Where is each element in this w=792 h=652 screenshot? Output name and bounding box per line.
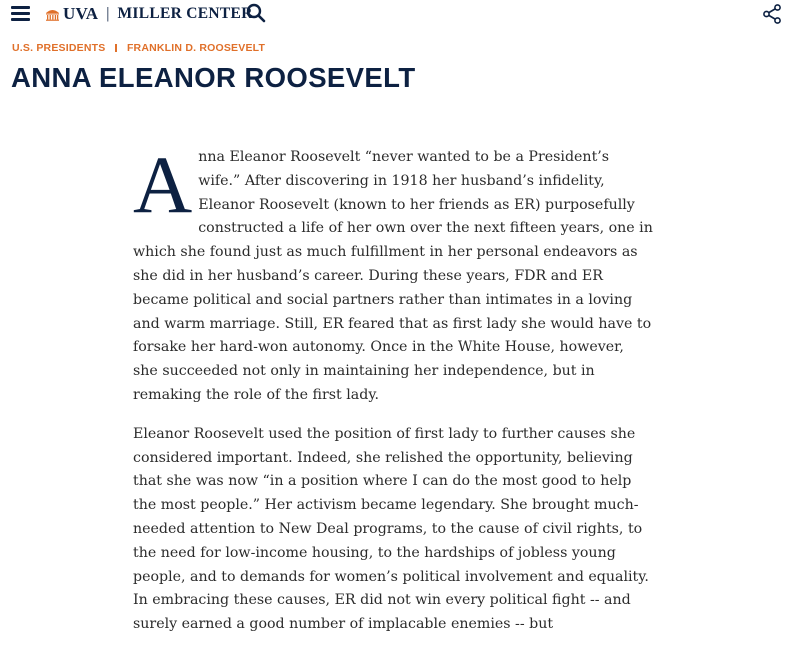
drop-cap: A	[133, 139, 193, 230]
article-paragraph: Eleanor Roosevelt used the position of first lady to further causes she considered important. Indeed, she relished the opportunity, believing that she was now “in a position where I can do the most good to help the most people.” Her activism became legendary. She brought much-needed attention to New Deal programs, to the cause of civil rights, to the need for low-income housing, to the hardships of jobless young people, and to demands for women’s political involvement and equality. In embracing these causes, ER did not win every political fight -- and surely earned a good number of implacable enemies -- but	[133, 425, 649, 633]
article-paragraph	[133, 139, 653, 408]
hamburger-menu-icon[interactable]	[11, 4, 31, 22]
top-bar	[0, 0, 792, 30]
paragraph-text: nna Eleanor Roosevelt “never wanted to be a President’s wife.” After discovering in 1918 her husband’s infidelity, Eleanor Roosevelt (known to her friends as ER) purposefully constructed a life of her own over the next fifteen years, one in which she found just as much fulfillment in her personal endeavors as she did in her husband’s career. During these years, FDR and ER became political and social partners rather than intimates in a loving and warm marriage. Still, ER feared that as first lady she would have to forsake her hard-won autonomy. Once in the White House, however, she succeeded not only in maintaining her independence, but in remaking the role of the first lady.	[133, 149, 653, 403]
breadcrumb	[12, 41, 265, 55]
breadcrumb-link-franklin-d-roosevelt[interactable]: FRANKLIN D. ROOSEVELT	[126, 42, 266, 54]
breadcrumb-link-us-presidents[interactable]: U.S. PRESIDENTS	[12, 42, 106, 54]
search-icon[interactable]	[246, 3, 266, 23]
logo-uva-text: UVA	[63, 4, 99, 23]
page-title: ANNA ELEANOR ROOSEVELT	[11, 62, 416, 93]
site-logo[interactable]	[45, 3, 253, 25]
rotunda-icon	[45, 7, 60, 21]
breadcrumb-separator	[115, 44, 117, 52]
logo-separator: |	[106, 5, 110, 22]
article-body	[133, 139, 653, 652]
logo-miller-center-text: MILLER CENTER	[117, 5, 253, 22]
share-icon[interactable]	[761, 3, 783, 25]
